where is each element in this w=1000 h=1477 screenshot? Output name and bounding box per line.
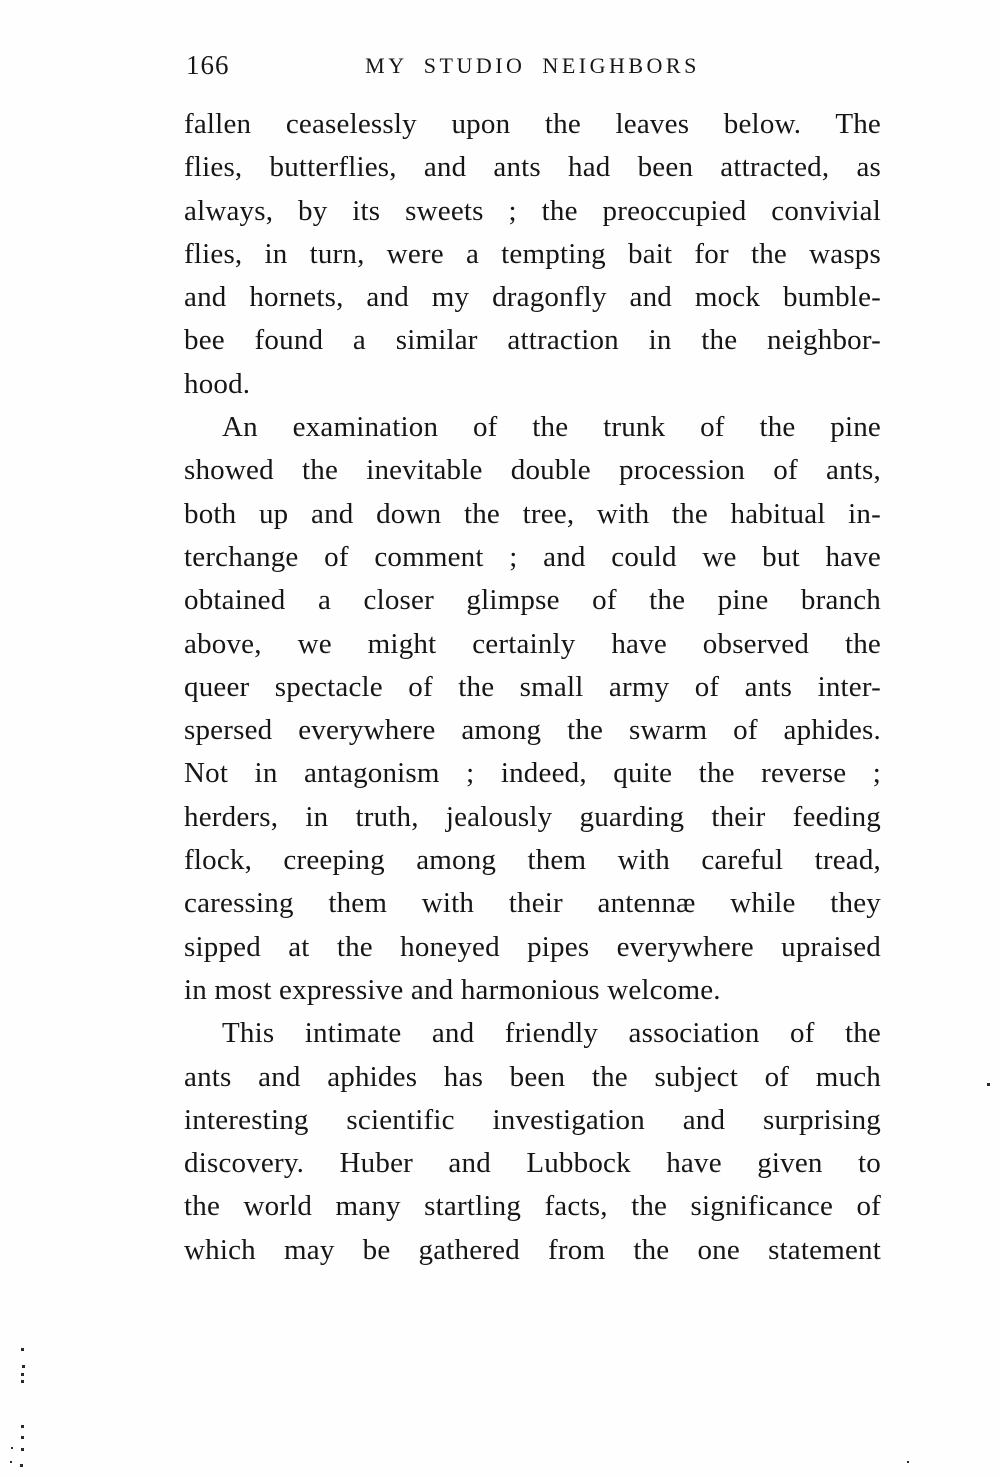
scan-speckle (11, 1447, 13, 1449)
text-line: the world many startling facts, the significance of (184, 1190, 881, 1223)
text-line: obtained a closer glimpse of the pine branch (184, 584, 881, 617)
text-line: flock, creeping among them with careful tread, (184, 844, 881, 877)
text-line: which may be gathered from the one statement (184, 1233, 881, 1266)
scan-speckle (10, 1461, 12, 1463)
text-line: caressing them with their antennæ while they (184, 887, 881, 920)
scan-speckle (21, 1448, 24, 1451)
text-line: fallen ceaselessly upon the leaves below. The (184, 108, 881, 140)
text-line: terchange of comment ; and could we but have (184, 540, 881, 573)
text-line: and hornets, and my dragonfly and mock bumble- (184, 281, 881, 314)
scan-speckle (21, 1380, 24, 1383)
text-line: Not in antagonism ; indeed, quite the reverse ; (184, 757, 881, 790)
text-line: This intimate and friendly association of the (222, 1017, 881, 1050)
text-line: ants and aphides has been the subject of much (184, 1060, 881, 1093)
text-line: in most expressive and harmonious welcome. (184, 973, 721, 1006)
scan-speckle (21, 1348, 24, 1351)
text-line: showed the inevitable double procession of ants, (184, 454, 881, 487)
text-line: interesting scientific investigation and surprising (184, 1103, 881, 1136)
scan-speckle (21, 1373, 24, 1376)
page-header (184, 48, 881, 82)
running-title: MY STUDIO NEIGHBORS (365, 53, 700, 78)
text-line: An examination of the trunk of the pine (222, 411, 881, 444)
text-line: hood. (184, 367, 251, 400)
text-line: discovery. Huber and Lubbock have given to (184, 1147, 881, 1180)
text-line: sipped at the honeyed pipes everywhere upraised (184, 930, 881, 963)
text-line: spersed everywhere among the swarm of aphides. (184, 714, 881, 747)
text-line: queer spectacle of the small army of ants inter- (184, 670, 881, 703)
scan-speckle (907, 1461, 909, 1463)
scan-speckle (987, 1083, 990, 1086)
page-number: 166 (186, 50, 230, 80)
text-line: flies, in turn, were a tempting bait for the wasps (184, 237, 881, 270)
text-line: flies, butterflies, and ants had been attracted, as (184, 151, 881, 184)
page-body (184, 103, 881, 1272)
text-line: always, by its sweets ; the preoccupied convivial (184, 194, 881, 227)
scan-speckle (22, 1365, 25, 1368)
scan-speckle (21, 1436, 24, 1439)
text-line: above, we might certainly have observed the (184, 627, 881, 660)
scan-speckle (21, 1425, 24, 1428)
scan-speckle (20, 1464, 23, 1467)
text-line: both up and down the tree, with the habitual in- (184, 497, 881, 530)
text-line: bee found a similar attraction in the neighbor- (184, 324, 881, 357)
text-line: herders, in truth, jealously guarding their feeding (184, 800, 881, 833)
